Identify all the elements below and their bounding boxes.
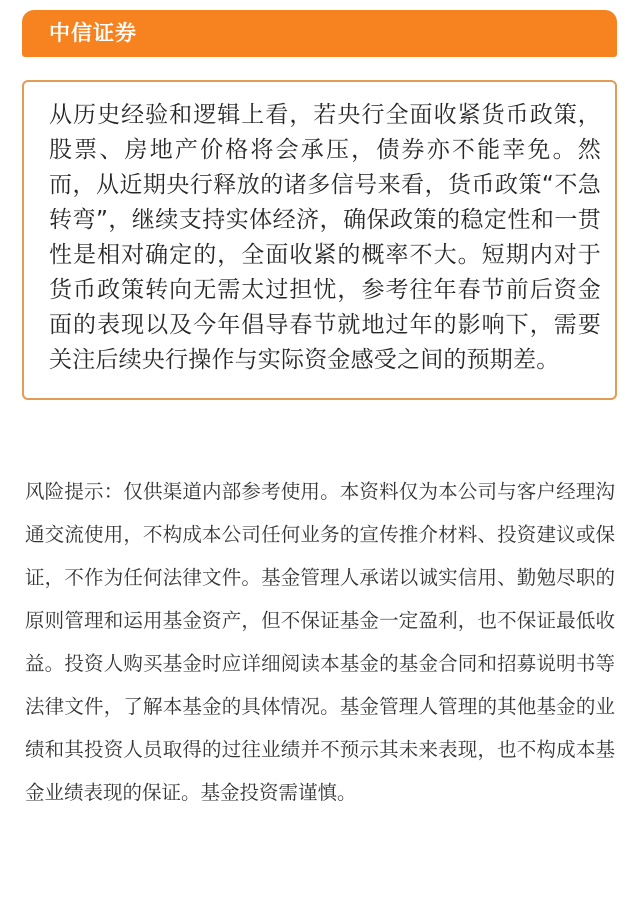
- summary-card: [22, 80, 617, 400]
- summary-text: 从历史经验和逻辑上看，若央行全面收紧货币政策，股票、房地产价格将会承压，债券亦不能幸免。然而，从近期央行释放的诸多信号来看，货币政策“不急转弯”，继续支持实体经济，确保政策的稳定性和一贯性是相对确定的，全面收紧的概率不大。短期内对于货币政策转向无需太过担忧，参考往年春节前后资金面的表现以及今年倡导春节就地过年的影响下，需要关注后续央行操作与实际资金感受之间的预期差。: [49, 102, 601, 373]
- disclaimer-text: 风险提示：仅供渠道内部参考使用。本资料仅为本公司与客户经理沟通交流使用，不构成本公司任何业务的宣传推介材料、投资建议或保证，不作为任何法律文件。基金管理人承诺以诚实信用、勤勉尽职的原则管理和运用基金资产，但不保证基金一定盈利，也不保证最低收益。投资人购买基金时应详细阅读本基金的基金合同和招募说明书等法律文件，了解本基金的具体情况。基金管理人管理的其他基金的业绩和其投资人员取得的过往业绩并不预示其未来表现，也不构成本基金业绩表现的保证。基金投资需谨慎。: [25, 480, 615, 804]
- brand-name: 中信证券: [49, 21, 137, 45]
- brand-banner: [22, 10, 617, 57]
